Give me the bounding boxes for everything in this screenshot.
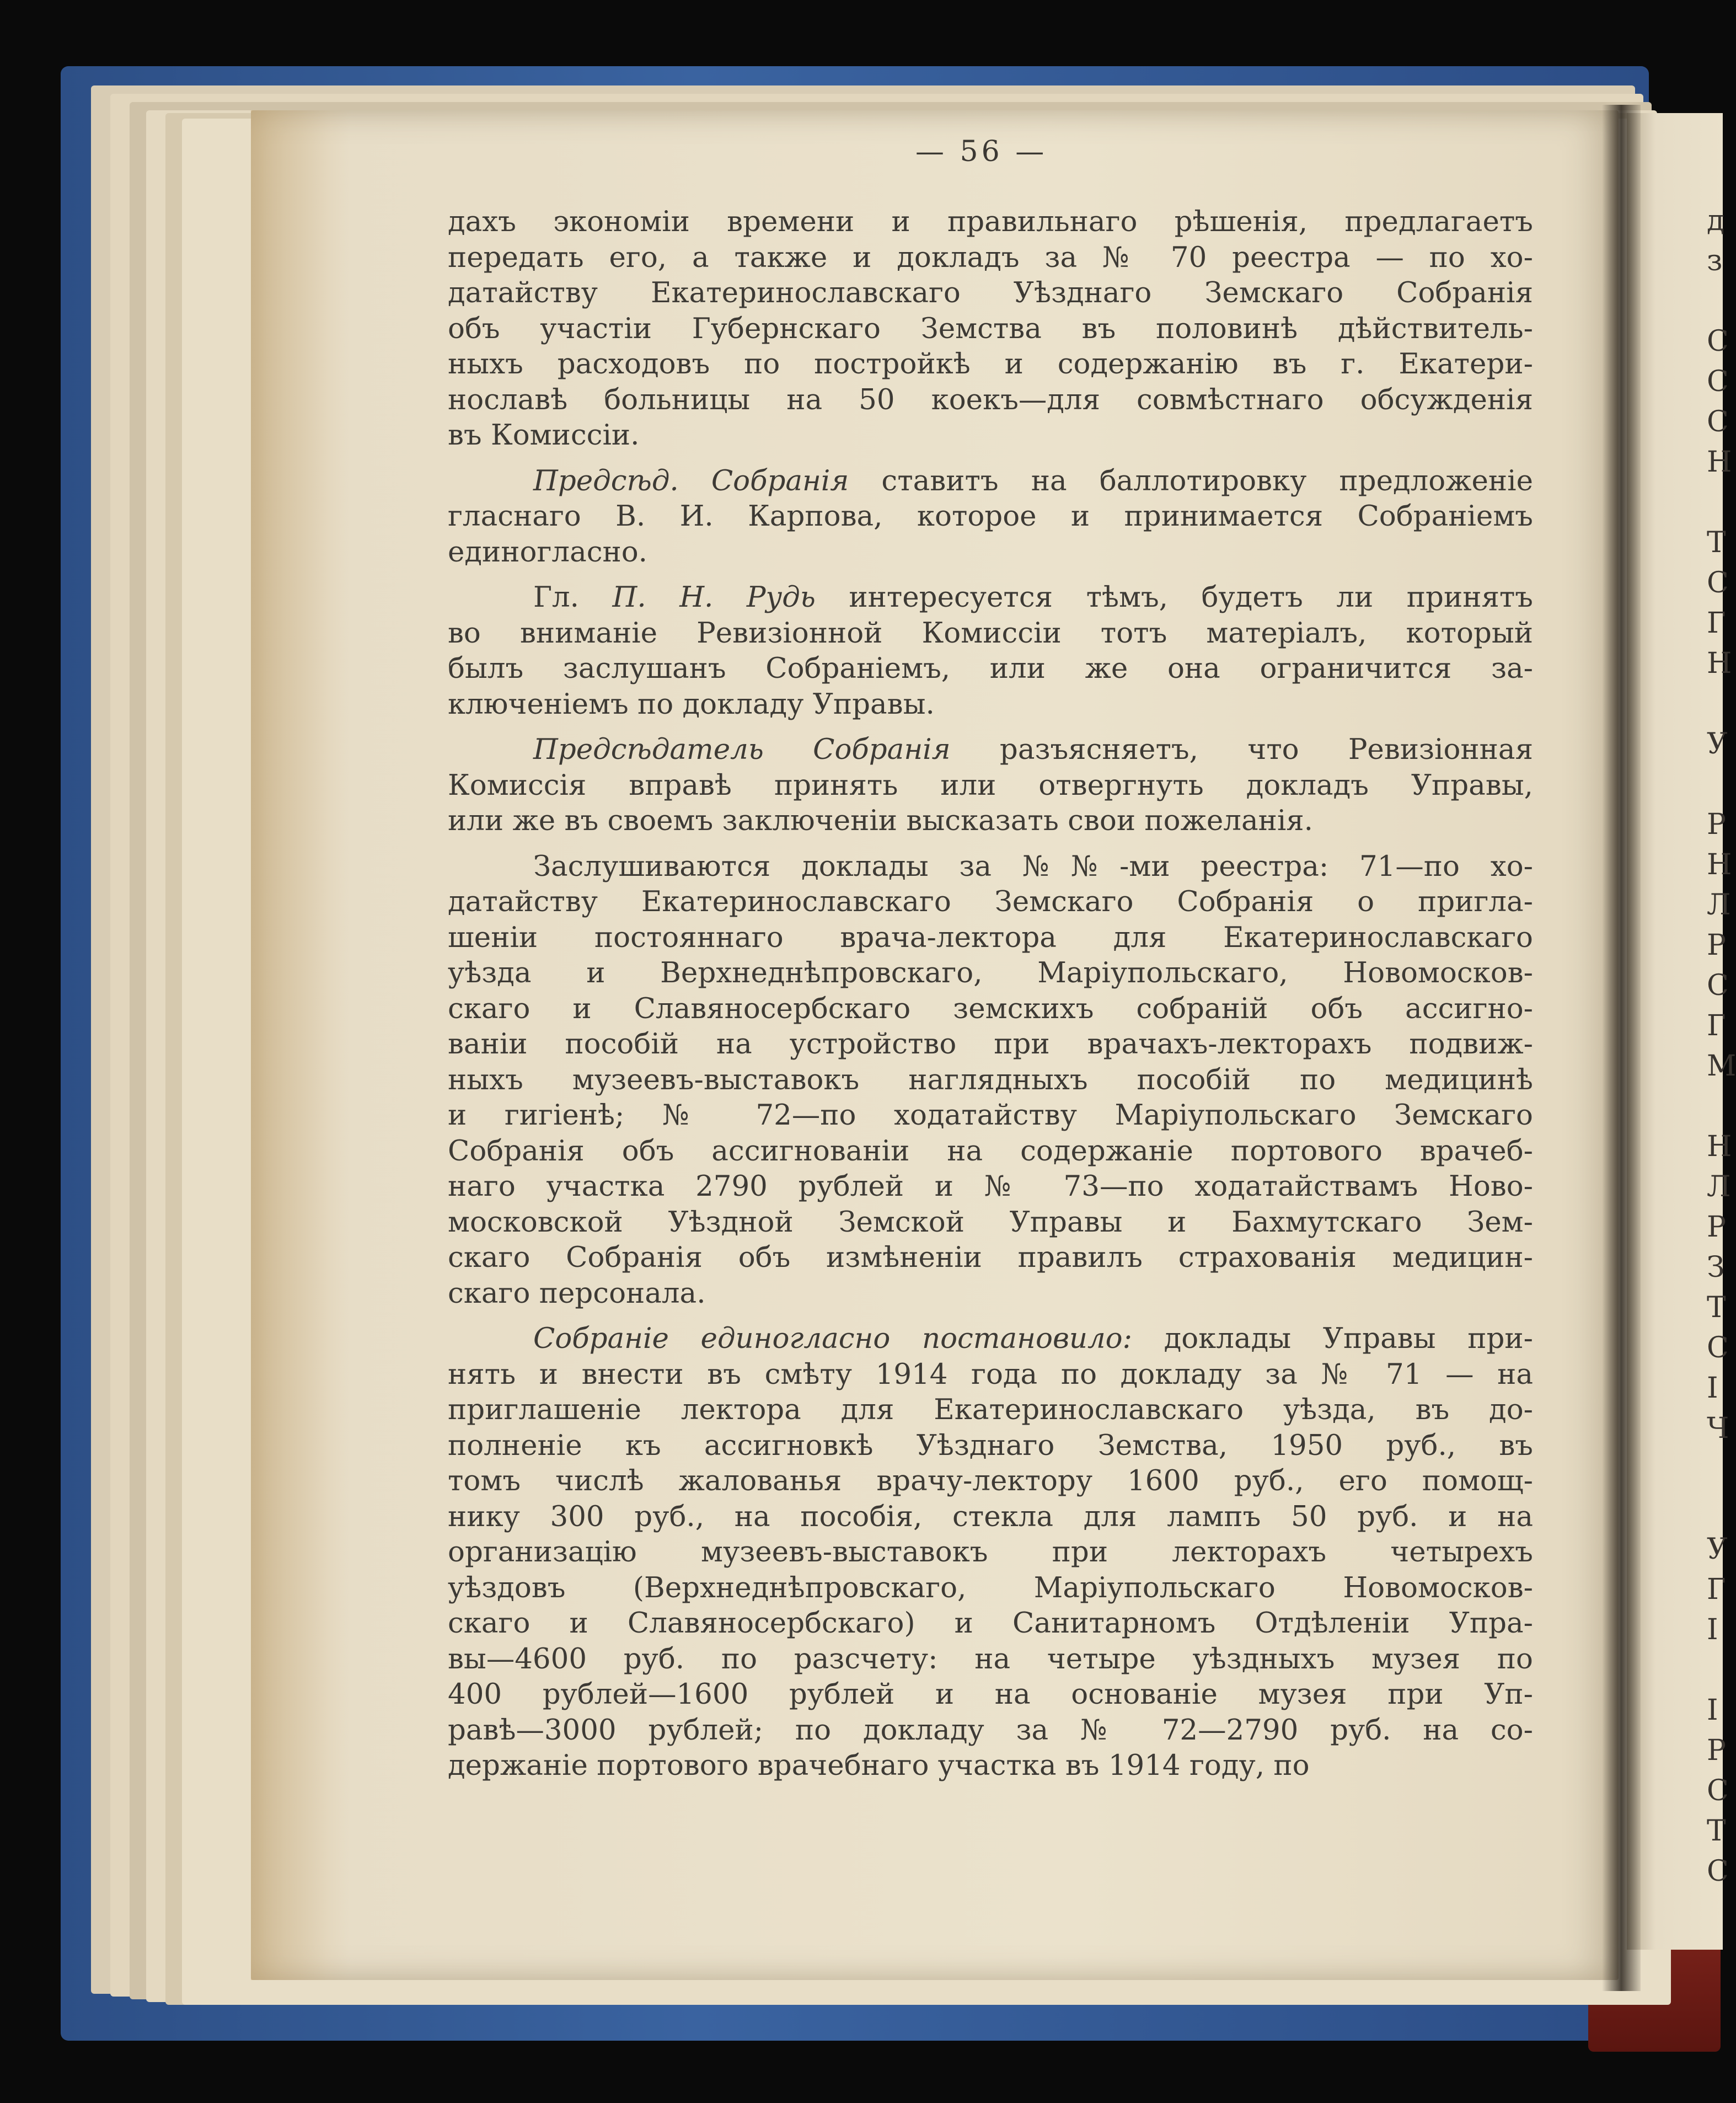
line-lead: Гл.	[533, 581, 613, 614]
line-text: скаго Собранія объ измѣненіи правилъ страхованія медицин-	[448, 1241, 1533, 1274]
line-text: Комиссія вправѣ принять или отвергнуть докладъ Управы,	[448, 768, 1533, 802]
page-stain	[251, 110, 350, 1980]
text-line	[448, 275, 1533, 311]
facing-letter: Р	[1707, 1211, 1726, 1244]
line-text: ныхъ музеевъ-выставокъ наглядныхъ пособій по медицинѣ	[448, 1063, 1533, 1096]
line-text: Собранія объ ассигнованіи на содержаніе портового врачеб-	[448, 1134, 1533, 1168]
body-text	[448, 204, 1533, 1784]
line-text: уѣзда и Верхнеднѣпровскаго, Маріупольскаго, Новомосков-	[448, 956, 1533, 989]
facing-letter: Н	[1707, 446, 1732, 479]
line-text: нику 300 руб., на пособія, стекла для лампъ 50 руб. и на	[448, 1500, 1533, 1533]
line-text: полненіе къ ассигновкѣ Уѣзднаго Земства, 1950 руб., въ	[448, 1428, 1533, 1462]
text-line	[448, 991, 1533, 1027]
facing-letter: У	[1707, 1533, 1728, 1566]
italic-name: П. Н. Рудь	[612, 581, 816, 614]
facing-letter: Г	[1707, 1009, 1726, 1042]
facing-letter: С	[1707, 365, 1729, 398]
line-text: наго участка 2790 рублей и № 73—по ходатайствамъ Ново-	[448, 1170, 1533, 1203]
line-text: равѣ—3000 рублей; по докладу за № 72—2790 руб. на со-	[448, 1713, 1533, 1747]
text-line	[448, 1133, 1533, 1169]
facing-letter: І	[1707, 1694, 1718, 1727]
line-text: приглашеніе лектора для Екатеринославскаго уѣзда, въ до-	[448, 1393, 1533, 1426]
text-line	[448, 1641, 1533, 1677]
facing-letter: д	[1707, 204, 1725, 237]
paragraph	[448, 732, 1533, 839]
line-text: ныхъ расходовъ по постройкѣ и содержанію въ г. Екатери-	[448, 347, 1533, 381]
text-line	[448, 1321, 1533, 1357]
italic-name: Собраніе единогласно постановило:	[533, 1322, 1132, 1355]
text-line	[448, 687, 1533, 723]
text-line	[448, 499, 1533, 534]
text-line	[448, 1392, 1533, 1428]
facing-letter: С	[1707, 969, 1729, 1002]
text-line	[448, 311, 1533, 347]
text-line	[448, 1240, 1533, 1276]
line-text: въ Комиссіи.	[448, 419, 640, 452]
paragraph	[448, 1321, 1533, 1784]
text-line	[448, 1205, 1533, 1240]
facing-letter: Л	[1707, 1170, 1731, 1203]
line-text: держаніе портового врачебнаго участка въ 1914 году, по	[448, 1749, 1310, 1782]
paragraph	[448, 849, 1533, 1312]
line-text: скаго и Славяносербскаго земскихъ собраній объ ассигно-	[448, 992, 1533, 1025]
line-text: доклады Управы при-	[1132, 1322, 1533, 1355]
facing-letter: І	[1707, 1372, 1718, 1405]
line-text: разъясняетъ, что Ревизіонная	[950, 733, 1533, 766]
facing-letter: З	[1707, 1251, 1725, 1284]
facing-letter: Т	[1707, 526, 1726, 559]
facing-letter: Р	[1707, 929, 1726, 962]
line-text: дахъ экономіи времени и правильнаго рѣшенія, предлагаетъ	[448, 205, 1533, 238]
text-line	[448, 1463, 1533, 1499]
text-line	[448, 1062, 1533, 1098]
line-text: интересуется тѣмъ, будетъ ли принятъ	[815, 581, 1533, 614]
line-text: и гигіенѣ; № 72—по ходатайству Маріупольскаго Земскаго	[448, 1099, 1533, 1132]
facing-letter: Г	[1707, 607, 1726, 640]
facing-letter: С	[1707, 1331, 1729, 1364]
facing-letter: С	[1707, 325, 1729, 358]
facing-letter: Р	[1707, 1734, 1726, 1767]
text-line	[448, 580, 1533, 616]
text-line	[448, 1428, 1533, 1464]
line-text: скаго персонала.	[448, 1276, 706, 1310]
text-line	[448, 463, 1533, 499]
line-text: гласнаго В. И. Карпова, которое и принимается Собраніемъ	[448, 500, 1533, 533]
page-number: — 56 —	[915, 135, 1048, 168]
facing-letter: Н	[1707, 647, 1732, 680]
line-text: организацію музеевъ-выставокъ при лекторахъ четырехъ	[448, 1535, 1533, 1569]
facing-letter: Л	[1707, 889, 1731, 922]
text-line	[448, 1713, 1533, 1748]
text-line	[448, 884, 1533, 920]
text-line	[448, 418, 1533, 453]
text-line	[448, 1357, 1533, 1393]
facing-letter: Ч	[1707, 1412, 1729, 1445]
text-line	[448, 204, 1533, 240]
facing-letter: Г	[1707, 1573, 1726, 1606]
facing-letter: Т	[1707, 1291, 1726, 1324]
line-text: Заслушиваются доклады за №№-ми реестра: 71—по хо-	[533, 849, 1533, 883]
text-line	[448, 732, 1533, 768]
line-text: томъ числѣ жалованья врачу-лектору 1600 руб., его помощ-	[448, 1464, 1533, 1497]
text-line	[448, 1499, 1533, 1535]
text-line	[448, 651, 1533, 687]
paragraph	[448, 463, 1533, 570]
line-text: вы—4600 руб. по разсчету: на четыре уѣздныхъ музея по	[448, 1642, 1533, 1676]
facing-letter: з	[1707, 244, 1723, 277]
text-line	[448, 849, 1533, 885]
text-line	[448, 1677, 1533, 1713]
text-line	[448, 382, 1533, 418]
text-line	[448, 346, 1533, 382]
facing-letter: С	[1707, 405, 1729, 438]
text-line	[448, 534, 1533, 570]
text-line	[448, 1748, 1533, 1784]
line-text: московской Уѣздной Земской Управы и Бахмутскаго Зем-	[448, 1205, 1533, 1239]
facing-letter: І	[1707, 1613, 1718, 1646]
text-line	[448, 1534, 1533, 1570]
text-line	[448, 616, 1533, 651]
line-text: или же въ своемъ заключеніи высказать свои пожеланія.	[448, 804, 1314, 837]
facing-letter: Т	[1707, 1815, 1726, 1848]
line-text: датайству Екатеринославскаго Уѣзднаго Земскаго Собранія	[448, 276, 1533, 309]
facing-letter: С	[1707, 1774, 1729, 1807]
facing-letter: Н	[1707, 1130, 1732, 1163]
text-line	[448, 1276, 1533, 1312]
book-gutter	[1602, 105, 1641, 1991]
text-line	[448, 240, 1533, 276]
line-text: 400 рублей—1600 рублей и на основаніе музея при Уп-	[448, 1678, 1533, 1711]
line-text: передать его, а также и докладъ за № 70 реестра — по хо-	[448, 240, 1533, 274]
italic-name: Предсѣд. Собранія	[533, 464, 849, 497]
text-line	[448, 803, 1533, 839]
line-text: ваніи пособій на устройство при врачахъ-лекторахъ подвиж-	[448, 1028, 1533, 1061]
facing-letter: У	[1707, 727, 1728, 761]
text-line	[448, 1606, 1533, 1641]
line-text: объ участіи Губернскаго Земства въ половинѣ дѣйствитель-	[448, 312, 1533, 345]
text-line	[448, 1098, 1533, 1133]
text-line	[448, 1570, 1533, 1606]
italic-name: Предсѣдатель Собранія	[533, 733, 951, 766]
facing-letter: Р	[1707, 808, 1726, 841]
line-text: былъ заслушанъ Собраніемъ, или же она ограничится за-	[448, 652, 1533, 685]
line-text: во вниманіе Ревизіонной Комиссіи тотъ матеріалъ, который	[448, 616, 1533, 650]
line-text: шеніи постояннаго врача-лектора для Екатеринославскаго	[448, 921, 1533, 954]
text-line	[448, 1169, 1533, 1205]
line-text: нославѣ больницы на 50 коекъ—для совмѣстнаго обсужденія	[448, 383, 1533, 416]
line-text: датайству Екатеринославскаго Земскаго Собранія о пригла-	[448, 885, 1533, 918]
facing-letter: С	[1707, 566, 1729, 600]
line-text: единогласно.	[448, 535, 648, 569]
line-text: скаго и Славяносербскаго) и Санитарномъ Отдѣленіи Упра-	[448, 1607, 1533, 1640]
line-text: уѣздовъ (Верхнеднѣпровскаго, Маріупольскаго Новомосков-	[448, 1571, 1533, 1604]
facing-letter: Н	[1707, 848, 1732, 881]
text-line	[448, 1026, 1533, 1062]
paragraph	[448, 580, 1533, 722]
text-line	[448, 768, 1533, 804]
line-text: ключеніемъ по докладу Управы.	[448, 687, 935, 721]
paragraph	[448, 204, 1533, 453]
facing-letter: С	[1707, 1855, 1729, 1888]
facing-letter: М	[1707, 1050, 1736, 1083]
text-line	[448, 920, 1533, 956]
text-line	[448, 955, 1533, 991]
line-text: нять и внести въ смѣту 1914 года по докладу за № 71 — на	[448, 1357, 1533, 1391]
line-text: ставитъ на баллотировку предложеніе	[849, 464, 1533, 497]
